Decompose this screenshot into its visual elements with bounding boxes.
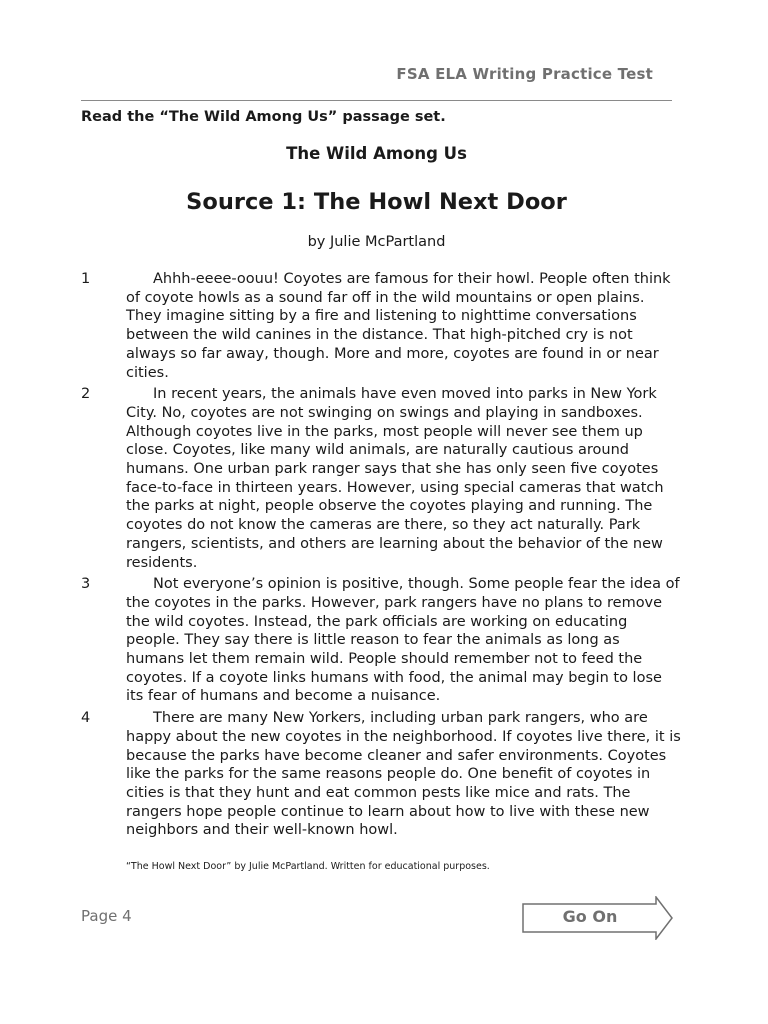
- paragraph-number: 3: [81, 576, 91, 593]
- paragraph-3: [81, 575, 681, 706]
- passage-body: [81, 270, 681, 843]
- paragraph-text: Ahhh-eeee-oouu! Coyotes are famous for their howl. People often think of coyote howls as a sound far off in the wild mountains or open plains. They imagine sitting by a fire and listening to nighttime conversations between the wild canines in the distance. That high-pitched cry is not always so far away, though. More and more, coyotes are found in or near cities.: [126, 271, 671, 381]
- source-title: Source 1: The Howl Next Door: [186, 189, 567, 215]
- passage-instruction: Read the “The Wild Among Us” passage set.: [81, 109, 446, 125]
- header-divider: [81, 100, 672, 101]
- paragraph-number: 1: [81, 271, 91, 287]
- go-on-label: Go On: [562, 907, 618, 926]
- author-byline: by Julie McPartland: [307, 234, 446, 250]
- paragraph-text: In recent years, the animals have even moved into parks in New York City. No, coyotes are not swinging on swings and playing in sandboxes. Although coyotes live in the parks, most people will never see them up close. Coyotes, like many wild animals, are naturally cautious around humans. One urban park ranger says that she has only seen five coyotes face-to-face in thirteen years. However, using special cameras that watch the parks at night, people observe the coyotes playing and running. The coyotes do not know the cameras are there, so they act naturally. Park rangers, scientists, and others are learning about the behavior of the new residents.: [126, 386, 664, 571]
- paragraph-number: 4: [81, 710, 91, 727]
- page-number: Page 4: [81, 907, 132, 925]
- paragraph-2: [81, 385, 681, 572]
- go-on-button[interactable]: [522, 896, 674, 940]
- paragraph-text: There are many New Yorkers, including urban park rangers, who are happy about the new coyotes in the neighborhood. If coyotes live there, it is because the parks have become cleaner and safer environments. Coyotes like the parks for the same reasons people do. One benefit of coyotes in cities is that they hunt and eat common pests like mice and rats. The rangers hope people continue to learn about how to live with these new neighbors and their well-known howl.: [126, 710, 681, 839]
- source-credit: “The Howl Next Door” by Julie McPartland. Written for educational purposes.: [126, 861, 490, 872]
- paragraph-text: Not everyone’s opinion is positive, though. Some people fear the idea of the coyotes in the parks. However, park rangers have no plans to remove the wild coyotes. Instead, the park officials are working on educating people. They say there is little reason to fear the animals as long as humans let them remain wild. People should remember not to feed the coyotes. If a coyote links humans with food, the animal may begin to lose its fear of humans and become a nuisance.: [126, 576, 680, 705]
- paragraph-number: 2: [81, 386, 91, 403]
- test-title: FSA ELA Writing Practice Test: [396, 65, 653, 83]
- paragraph-1: [81, 270, 681, 382]
- passage-set-title: The Wild Among Us: [286, 144, 467, 163]
- paragraph-4: [81, 709, 681, 840]
